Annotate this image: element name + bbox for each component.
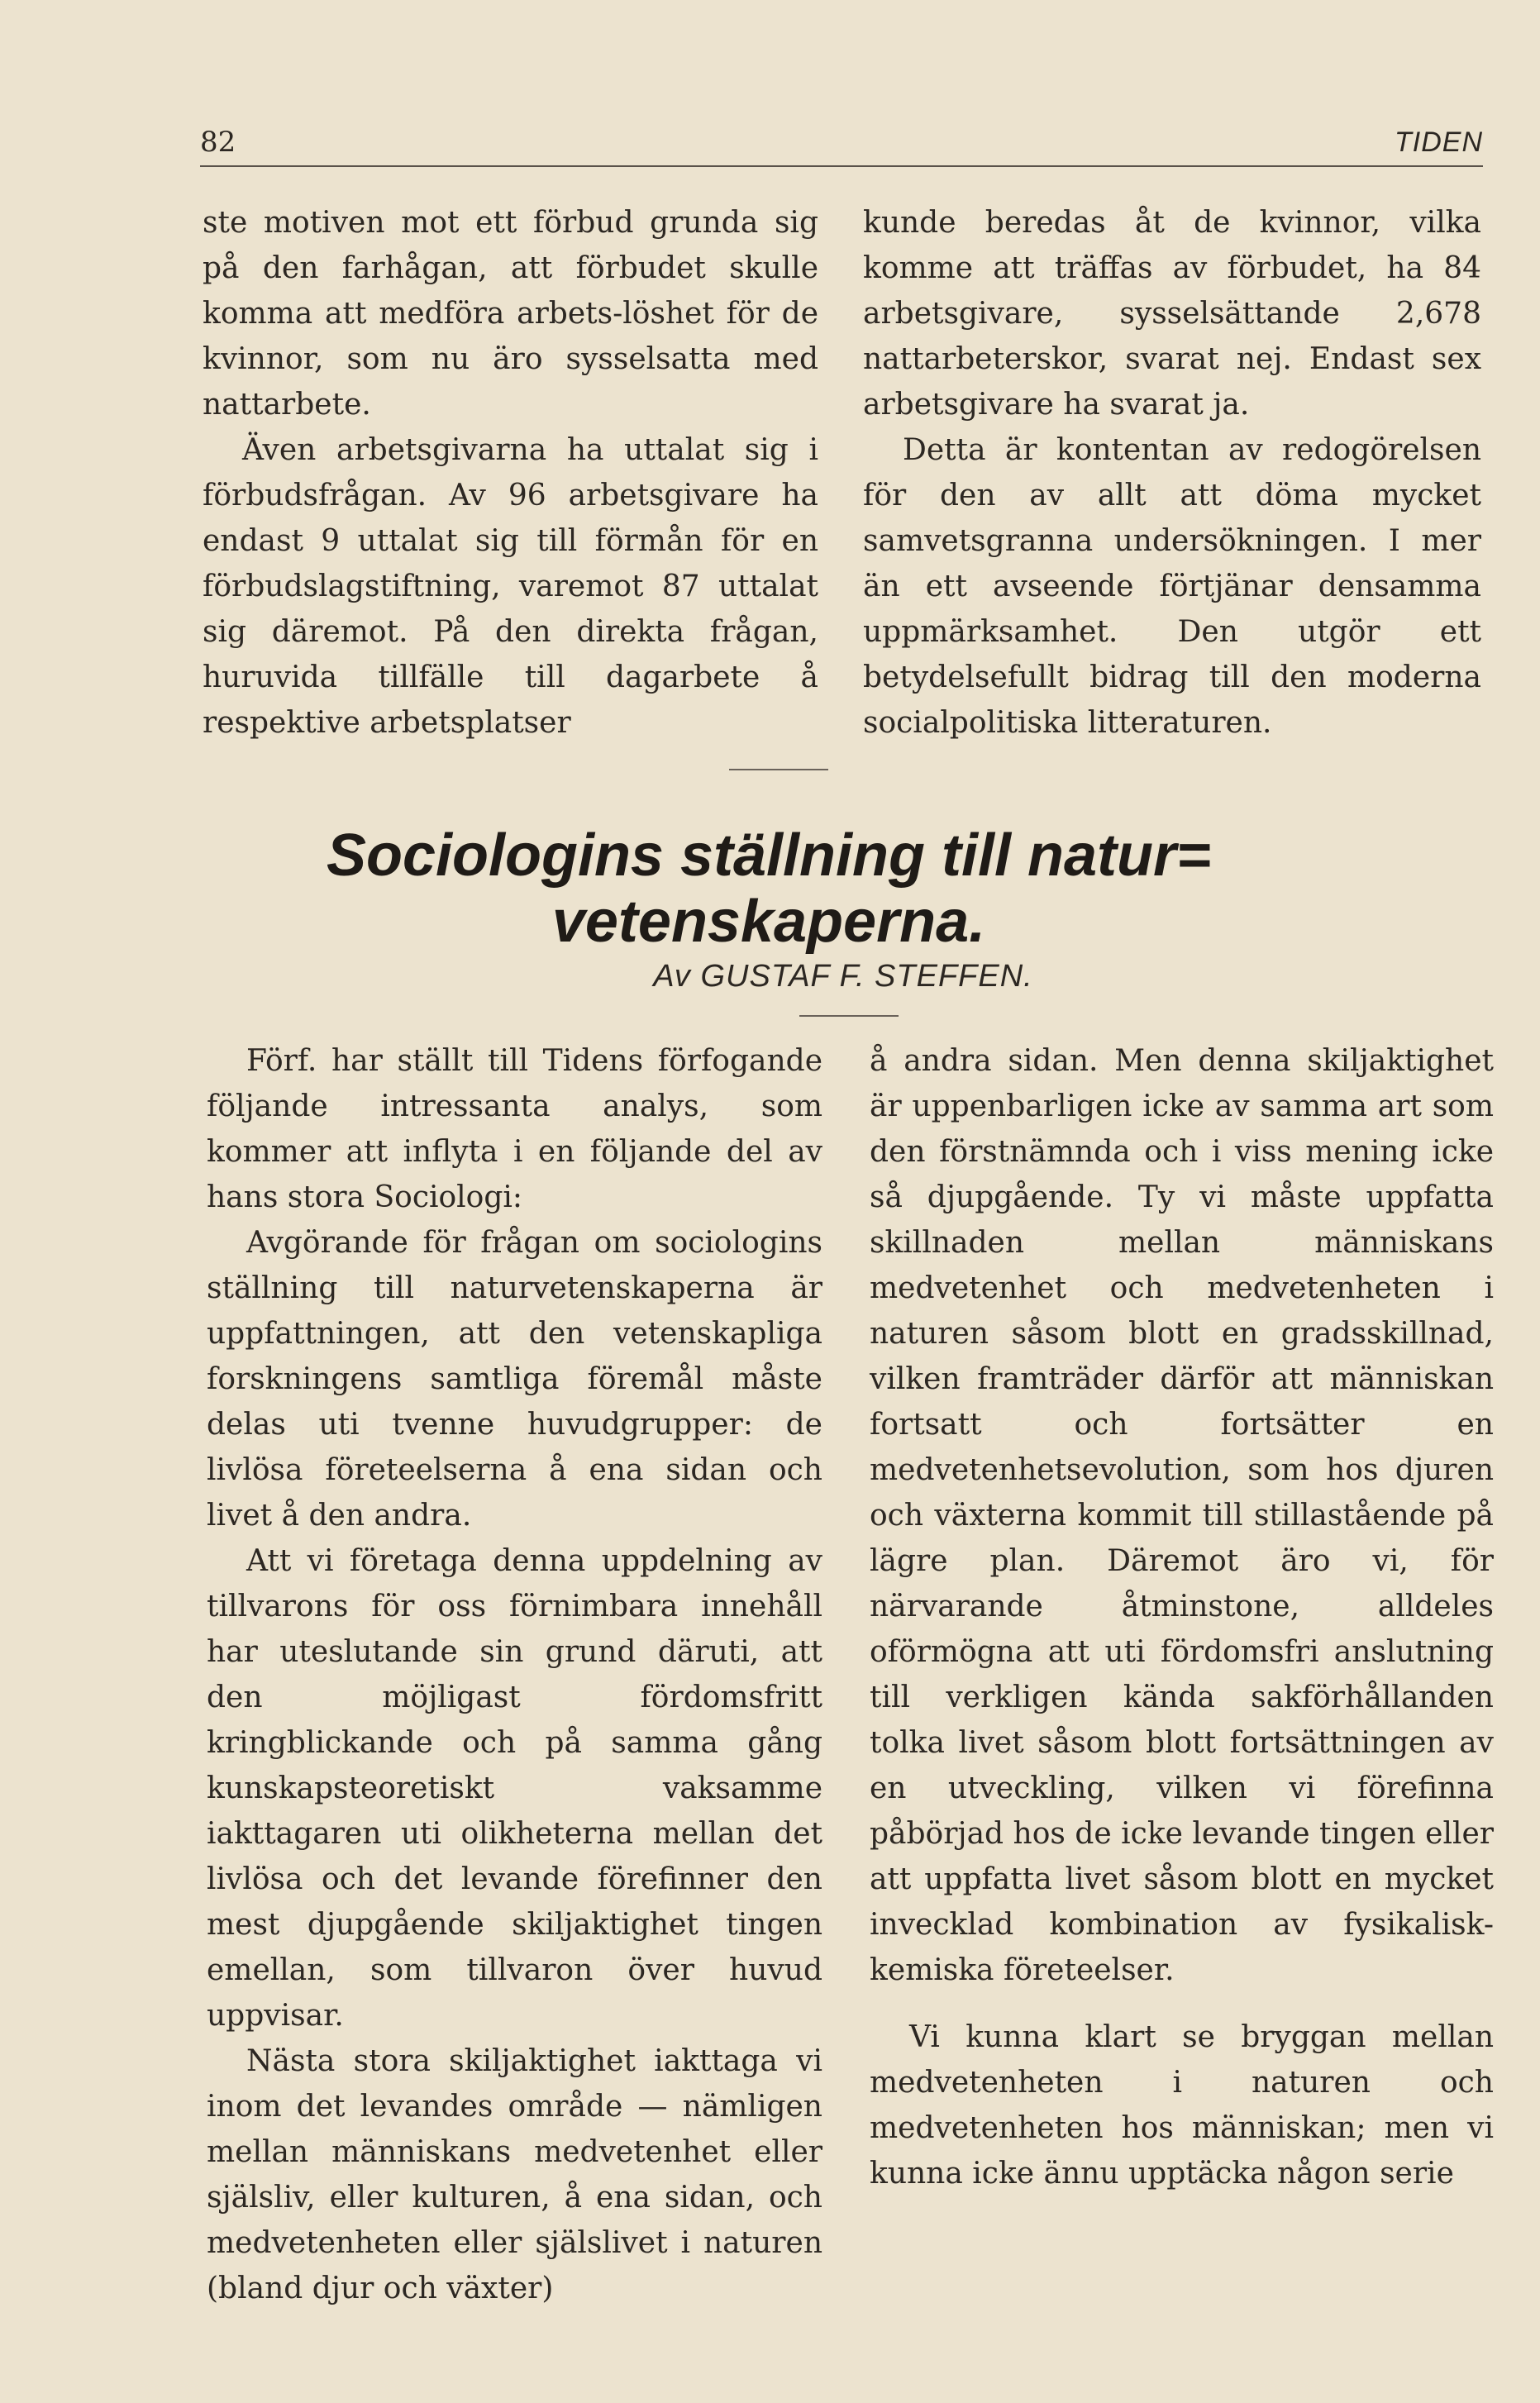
paragraph: ste motiven mot ett förbud grunda sig på den farhågan, att förbudet skulle komma att medföra arbets-löshet för de kvinnor, som nu äro sysselsatta med nattarbete. [203,206,818,422]
byline-divider [799,1015,899,1017]
editor-note: Förf. har ställt till Tidens förfogande följande intressanta analys, som kommer att inflyta i en följande del av hans stora Sociologi: [207,1044,822,1214]
paragraph: Avgörande för frågan om sociologins ställning till naturvetenskaperna är uppfattningen, att den vetenskapliga forskningens samtliga föremål måste delas uti tvenne huvudgrupper: de livlösa företeelserna å ena sidan och livet å den andra. [207,1226,822,1533]
paragraph: Att vi företaga denna uppdelning av tillvarons för oss förnimbara innehåll har uteslutande sin grund däruti, att den möjligast fördomsfritt kringblickande och på samma gång kunskapsteoretiskt vaksamme iakttagaren uti olikheterna mellan det livlösa och det levande förefinner den mest djupgående skiljaktighet tingen emellan, som tillvaron över huvud uppvisar. [207,1544,822,2033]
article-title: Sociologins ställning till natur= vetenskaperna. [326,822,1212,955]
paragraph: Detta är kontentan av redogörelsen för den av allt att döma mycket samvetsgranna undersökningen. I mer än ett avseende förtjänar densamma uppmärksamhet. Den utgör ett betydelsefullt bidrag till den moderna socialpolitiska litteraturen. [863,433,1481,740]
article-left-column [207,1038,822,2311]
paragraph: å andra sidan. Men denna skiljaktighet är uppenbarligen icke av samma art som den förstnämnda och i viss mening icke så djupgående. Ty vi måste uppfatta skillnaden mellan människans medvetenhet och medvetenheten i naturen såsom blott en gradsskillnad, vilken framträder därför att människan fortsatt och fortsätter en medvetenhetsevolution, som hos djuren och växterna kommit till stillastående på lägre plan. Däremot äro vi, för närvarande åtminstone, alldeles oförmögna att uti fördomsfri anslutning till verkligen kända sakförhållanden tolka livet såsom blott fortsättningen av en utveckling, vilken vi förefinna påbörjad hos de icke levande tingen eller att uppfatta livet såsom blott en mycket invecklad kombination av fysikalisk-kemiska företeelser. [870,1044,1494,1987]
paragraph: Även arbetsgivarna ha uttalat sig i förbudsfrågan. Av 96 arbetsgivare ha endast 9 uttalat sig till förmån för en förbudslagstiftning, varemot 87 uttalat sig däremot. På den direkta frågan, huruvida tillfälle till dagarbete å respektive arbetsplatser [203,433,818,740]
paragraph: Nästa stora skiljaktighet iakttaga vi inom det levandes område — nämligen mellan människans medvetenhet eller själsliv, eller kulturen, å ena sidan, och medvetenheten eller själslivet i naturen (bland djur och växter) [207,2044,822,2305]
paragraph: Vi kunna klart se bryggan mellan medvetenheten i naturen och medvetenheten hos människan; men vi kunna icke ännu upptäcka någon serie [870,2020,1494,2191]
previous-article-left-column [203,200,818,746]
section-divider [729,769,828,770]
article-byline: Av GUSTAF F. STEFFEN. [653,959,1033,994]
running-header [200,116,1483,167]
page-number: 82 [200,126,236,159]
article-right-column [870,1038,1494,2196]
journal-name: TIDEN [1395,126,1483,158]
paragraph: kunde beredas åt de kvinnor, vilka komme att träffas av förbudet, ha 84 arbetsgivare, sysselsättande 2,678 nattarbeterskor, svarat nej. Endast sex arbetsgivare ha svarat ja. [863,206,1481,422]
previous-article-right-column [863,200,1481,746]
